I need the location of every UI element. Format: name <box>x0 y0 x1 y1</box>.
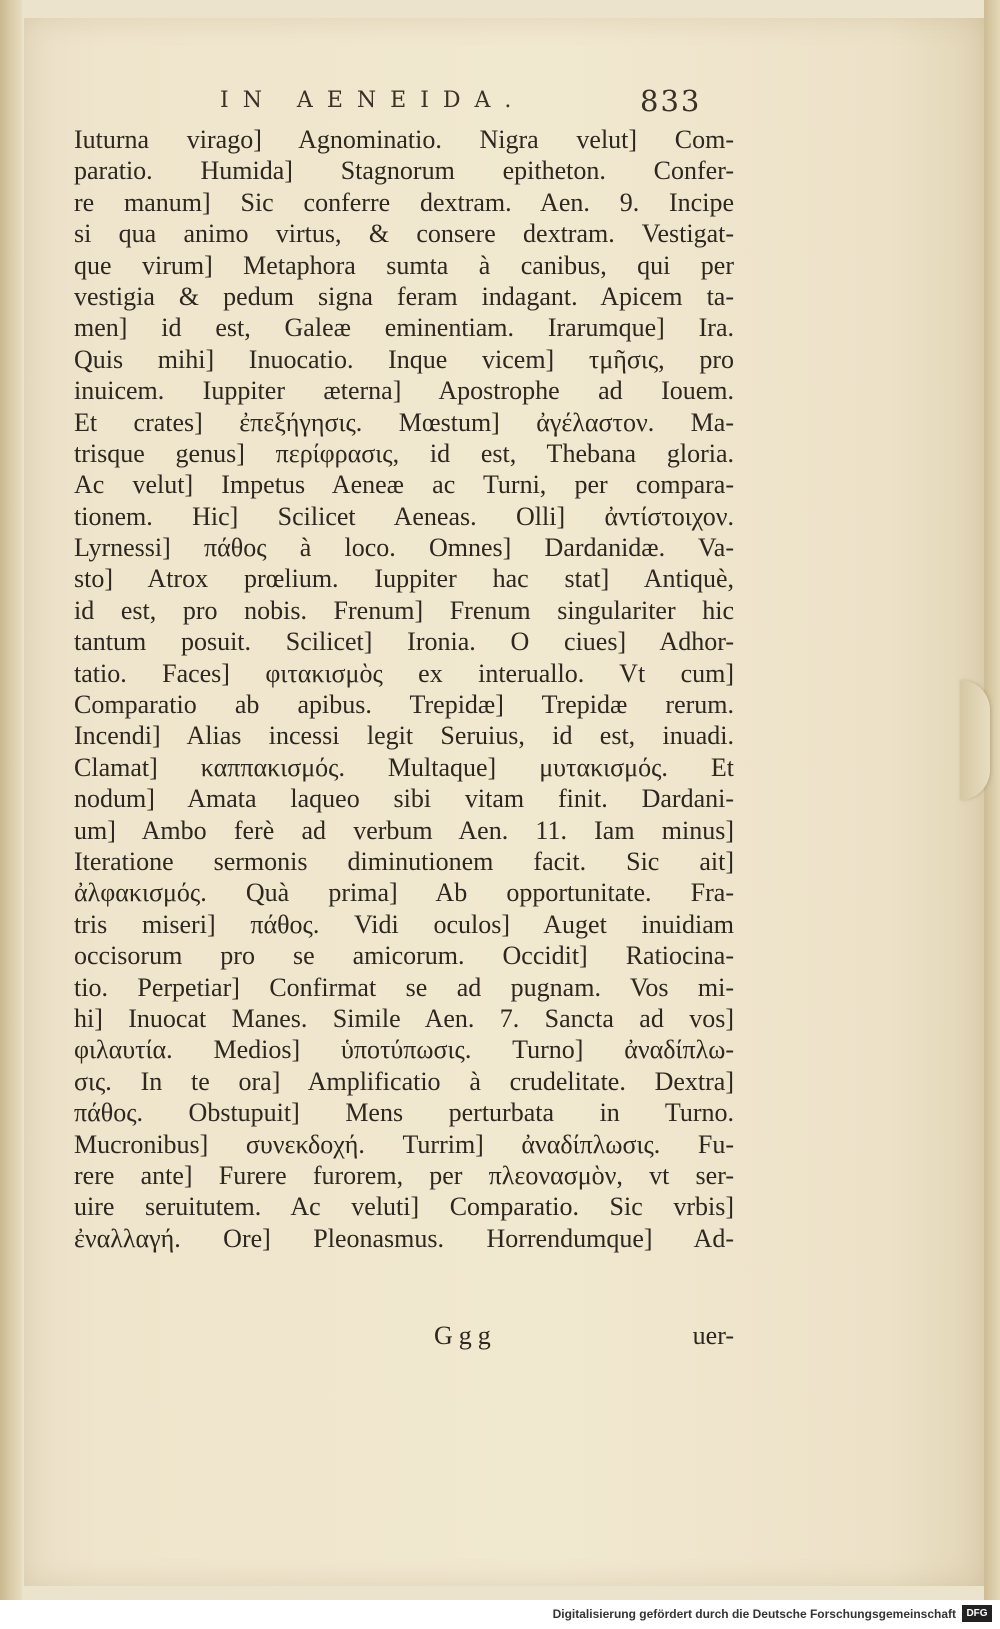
text-line: tionem. Hic] Scilicet Aeneas. Olli] ἀντίστοιχον. <box>74 501 734 531</box>
text-line: occisorum pro se amicorum. Occidit] Ratiocina- <box>74 941 734 971</box>
signature-line <box>74 1321 734 1353</box>
page-clip <box>960 680 990 800</box>
text-line: Quis mihi] Inuocatio. Inque vicem] τμῆσις, pro <box>74 344 734 374</box>
text-line: um] Ambo ferè ad verbum Aen. 11. Iam minus] <box>74 815 734 845</box>
text-line: que virum] Metaphora sumta à canibus, qui per <box>74 250 734 280</box>
text-line: id est, pro nobis. Frenum] Frenum singulariter hic <box>74 595 734 625</box>
running-head: IN AENEIDA. <box>220 88 526 113</box>
text-line: Iteratione sermonis diminutionem facit. Sic ait] <box>74 846 734 876</box>
text-line: nodum] Amata laqueo sibi vitam finit. Dardani- <box>74 784 734 814</box>
text-line: men] id est, Galeæ eminentiam. Irarumque] Ira. <box>74 313 734 343</box>
text-line: Ac velut] Impetus Aeneæ ac Turni, per compara- <box>74 470 734 500</box>
text-line: sto] Atrox prœlium. Iuppiter hac stat] Antiquè, <box>74 564 734 594</box>
footer-bar <box>0 1600 1000 1629</box>
text-line: si qua animo virtus, & consere dextram. Vestigat- <box>74 219 734 249</box>
text-line: inuicem. Iuppiter æterna] Apostrophe ad Iouem. <box>74 376 734 406</box>
text-line: vestigia & pedum signa feram indagant. Apicem ta- <box>74 281 734 311</box>
text-line: σις. In te ora] Amplificatio à crudelitate. Dextra] <box>74 1066 734 1096</box>
catchword: uer- <box>692 1321 734 1350</box>
funding-notice: Digitalisierung gefördert durch die Deutsche Forschungsgemeinschaft <box>552 1607 956 1621</box>
text-line: tio. Perpetiar] Confirmat se ad pugnam. Vos mi- <box>74 972 734 1002</box>
text-line: paratio. Humida] Stagnorum epitheton. Confer- <box>74 156 734 186</box>
text-line: re manum] Sic conferre dextram. Aen. 9. Incipe <box>74 187 734 217</box>
text-line: uire seruitutem. Ac veluti] Comparatio. Sic vrbis] <box>74 1192 734 1222</box>
commentary-text <box>74 124 734 1254</box>
text-line: Comparatio ab apibus. Trepidæ] Trepidæ rerum. <box>74 690 734 720</box>
text-line: Iuturna virago] Agnominatio. Nigra velut] Com- <box>74 125 734 154</box>
text-line: Clamat] καππακισμός. Multaque] μυτακισμός. Et <box>74 752 734 782</box>
text-line: Mucronibus] συνεκδοχή. Turrim] ἀναδίπλωσις. Fu- <box>74 1129 734 1159</box>
text-line: ἐναλλαγή. Ore] Pleonasmus. Horrendumque] Ad- <box>74 1223 734 1253</box>
text-line: φιλαυτία. Medios] ὑποτύπωσις. Turno] ἀναδίπλω- <box>74 1035 734 1065</box>
binding-edge <box>0 0 22 1600</box>
dfg-logo: DFG <box>962 1605 992 1622</box>
cover-board-edge <box>984 0 1000 1600</box>
text-line: tris miseri] πάθος. Vidi oculos] Auget inuidiam <box>74 909 734 939</box>
text-line: Lyrnessi] πάθος à loco. Omnes] Dardanidæ. Va- <box>74 533 734 563</box>
signature-mark: Ggg <box>434 1321 497 1350</box>
text-line: Et crates] ἐπεξήγησις. Mœstum] ἀγέλαστον. Ma- <box>74 407 734 437</box>
page-number: 833 <box>640 84 702 118</box>
text-line: hi] Inuocat Manes. Simile Aen. 7. Sancta ad vos] <box>74 1003 734 1033</box>
text-line: πάθος. Obstupuit] Mens perturbata in Turno. <box>74 1098 734 1128</box>
text-line: tantum posuit. Scilicet] Ironia. O ciues] Adhor- <box>74 627 734 657</box>
text-line: ἀλφακισμός. Quà prima] Ab opportunitate. Fra- <box>74 878 734 908</box>
text-line: trisque genus] περίφρασις, id est, Thebana gloria. <box>74 438 734 468</box>
text-line: Incendi] Alias incessi legit Seruius, id est, inuadi. <box>74 721 734 751</box>
text-line: rere ante] Furere furorem, per πλεονασμὸν, vt ser- <box>74 1160 734 1190</box>
text-line: tatio. Faces] φιτακισμὸς ex interuallo. Vt cum] <box>74 658 734 688</box>
